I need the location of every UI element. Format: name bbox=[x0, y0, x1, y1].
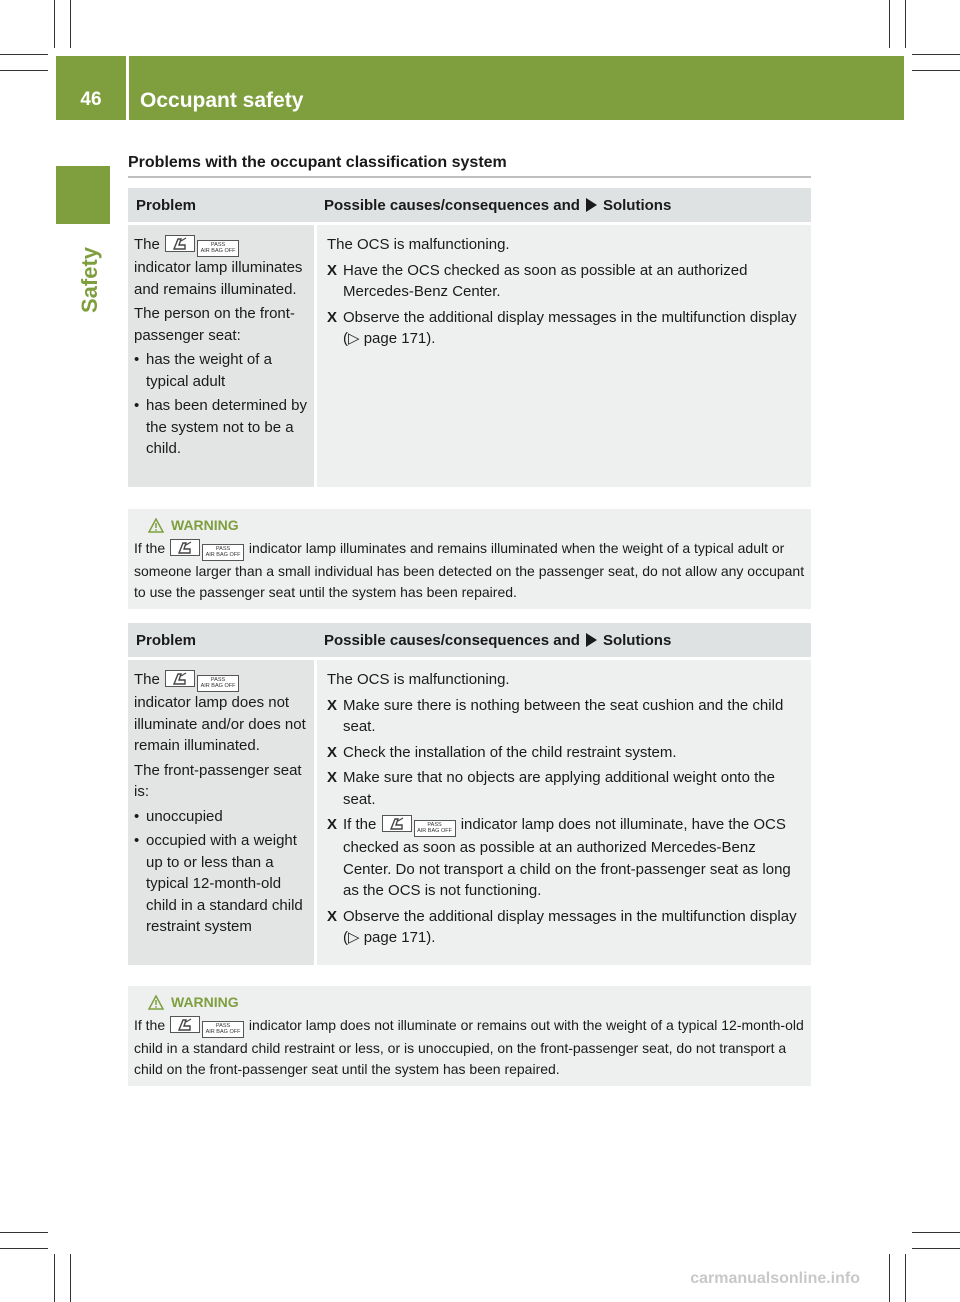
pass-airbag-off-icon: PASS AIR BAG OFF bbox=[414, 820, 456, 837]
crop-mark bbox=[912, 54, 960, 55]
pass-airbag-off-icon: PASS AIR BAG OFF bbox=[197, 240, 239, 257]
side-tab-marker bbox=[56, 166, 110, 224]
solution-step: X Make sure there is nothing between the seat cushion and the child seat. bbox=[327, 696, 784, 735]
header-divider bbox=[126, 56, 129, 120]
column-header-problem: Problem bbox=[136, 196, 197, 214]
crop-mark bbox=[54, 1254, 55, 1302]
solution-step: X If the PASS AIR BAG OFF indicator lamp does not illuminate, have the OCS checked as soon as possible at an authorized Mercedes-Benz Center. Do not transport a child on the front-passenger seat as long as the OCS is not functioning. bbox=[327, 816, 791, 899]
table-row bbox=[128, 225, 811, 487]
crop-mark bbox=[905, 0, 906, 48]
crop-mark bbox=[889, 1254, 890, 1302]
crop-mark bbox=[912, 1248, 960, 1249]
crop-mark bbox=[905, 1254, 906, 1302]
list-item: • has been determined by the system not to be a child. bbox=[134, 397, 307, 457]
crop-mark bbox=[0, 1248, 48, 1249]
warning-text: indicator lamp illuminates and remains illuminated when the weight of a typical adult or someone larger than a small individual has been detected on the passenger seat, do not allow any occupant to use the passenger seat until the system has been repaired. bbox=[134, 540, 805, 600]
crop-mark bbox=[0, 54, 48, 55]
seat-occupant-icon bbox=[170, 1016, 200, 1033]
crop-mark bbox=[912, 1232, 960, 1233]
pass-airbag-off-icon: PASS AIR BAG OFF bbox=[202, 1021, 244, 1038]
warning-box-1: WARNING If the PASS AIR BAG OFF indicator lamp illuminates and remains illuminated when the weight of a typical adult or someone larger than a small individual has been detected on the passenger seat, do not allow any occupant to use the passenger seat until the system has been repaired. bbox=[128, 509, 811, 609]
seat-occupant-icon bbox=[170, 539, 200, 556]
problem-table-2 bbox=[128, 623, 811, 965]
crop-mark bbox=[0, 1232, 48, 1233]
warning-triangle-icon bbox=[148, 995, 164, 1010]
problem-cell: The PASS AIR BAG OFF indicator lamp does not illuminate and/or does not remain illuminated. The front-passenger seat is: • unoccupied • occupied with a weight up to or less than a typical 12-month-old child in a standard child restraint system bbox=[128, 660, 314, 965]
table-header bbox=[128, 623, 811, 657]
seat-occupant-icon bbox=[382, 815, 412, 832]
table-header bbox=[128, 188, 811, 222]
crop-mark bbox=[70, 1254, 71, 1302]
solution-step: X Observe the additional display messages in the multifunction display (▷ page 171). bbox=[327, 308, 797, 347]
arrow-icon bbox=[586, 198, 597, 212]
crop-mark bbox=[54, 0, 55, 48]
problem-table-1 bbox=[128, 188, 811, 487]
solution-step: X Have the OCS checked as soon as possible at an authorized Mercedes-Benz Center. bbox=[327, 261, 748, 300]
warning-box-2: WARNING If the PASS AIR BAG OFF indicator lamp does not illuminate or remains out with the weight of a typical 12-month-old child in a standard child restraint or less, or is unoccupied, on the front-passenger seat, do not transport a child on the front-passenger seat until the system has been repaired. bbox=[128, 986, 811, 1086]
column-header-solutions: Possible causes/consequences and Solutions bbox=[324, 196, 672, 214]
warning-text: indicator lamp does not illuminate or remains out with the weight of a typical 12-month-old child in a standard child restraint or less, or is unoccupied, on the front-passenger seat, do not transport a child on the front-passenger seat until the system has been repaired. bbox=[134, 1017, 804, 1077]
solution-cell: The OCS is malfunctioning. X Have the OCS checked as soon as possible at an authorized Mercedes-Benz Center. X Observe the additional display messages in the multifunction display (▷ page 171). bbox=[317, 225, 811, 487]
crop-mark bbox=[0, 70, 48, 71]
seat-occupant-icon bbox=[165, 235, 195, 252]
page-title: Occupant safety bbox=[140, 89, 304, 112]
page-number: 46 bbox=[80, 89, 102, 110]
seat-occupant-icon bbox=[165, 670, 195, 687]
warning-triangle-icon bbox=[148, 518, 164, 533]
warning-label: WARNING bbox=[134, 515, 805, 536]
pass-airbag-off-icon: PASS AIR BAG OFF bbox=[197, 675, 239, 692]
section-title: Problems with the occupant classification system bbox=[128, 154, 507, 171]
watermark: carmanualsonline.info bbox=[690, 1270, 860, 1287]
list-item: • unoccupied bbox=[134, 807, 223, 825]
list-item: • occupied with a weight up to or less than a typical 12-month-old child in a standard child restraint system bbox=[134, 832, 303, 935]
warning-label: WARNING bbox=[134, 992, 805, 1013]
pass-airbag-off-icon: PASS AIR BAG OFF bbox=[202, 544, 244, 561]
problem-cell: The PASS AIR BAG OFF indicator lamp illuminates and remains illuminated. The person on the front-passenger seat: • has the weight of a typical adult • has been determined by the system not to be a child. bbox=[128, 225, 314, 487]
column-header-problem: Problem bbox=[136, 631, 197, 649]
section-divider bbox=[128, 176, 811, 178]
page-header bbox=[56, 56, 904, 120]
solution-cell: The OCS is malfunctioning. X Make sure there is nothing between the seat cushion and the child seat. X Check the installation of the child restraint system. X Make sure that no objects are applying additional weight onto the seat. X If the PASS AIR BAG OFF indicator lamp does not illuminate, have the OCS checked as soon as possible at an authorized Mercedes-Benz Center. Do not transport a child on the front-passenger seat as long as the OCS is not functioning. X Observe the additional display messages in the multifunction display (▷ page 171). bbox=[317, 660, 811, 965]
table-row bbox=[128, 660, 811, 965]
crop-mark bbox=[912, 70, 960, 71]
solution-step: X Observe the additional display messages in the multifunction display (▷ page 171). bbox=[327, 907, 797, 946]
crop-mark bbox=[889, 0, 890, 48]
side-tab-label: Safety bbox=[77, 246, 103, 314]
crop-mark bbox=[70, 0, 71, 48]
arrow-icon bbox=[586, 633, 597, 647]
column-header-solutions: Possible causes/consequences and Solutions bbox=[324, 631, 672, 649]
solution-step: X Check the installation of the child restraint system. bbox=[327, 743, 677, 761]
solution-step: X Make sure that no objects are applying additional weight onto the seat. bbox=[327, 769, 775, 808]
list-item: • has the weight of a typical adult bbox=[134, 351, 272, 390]
